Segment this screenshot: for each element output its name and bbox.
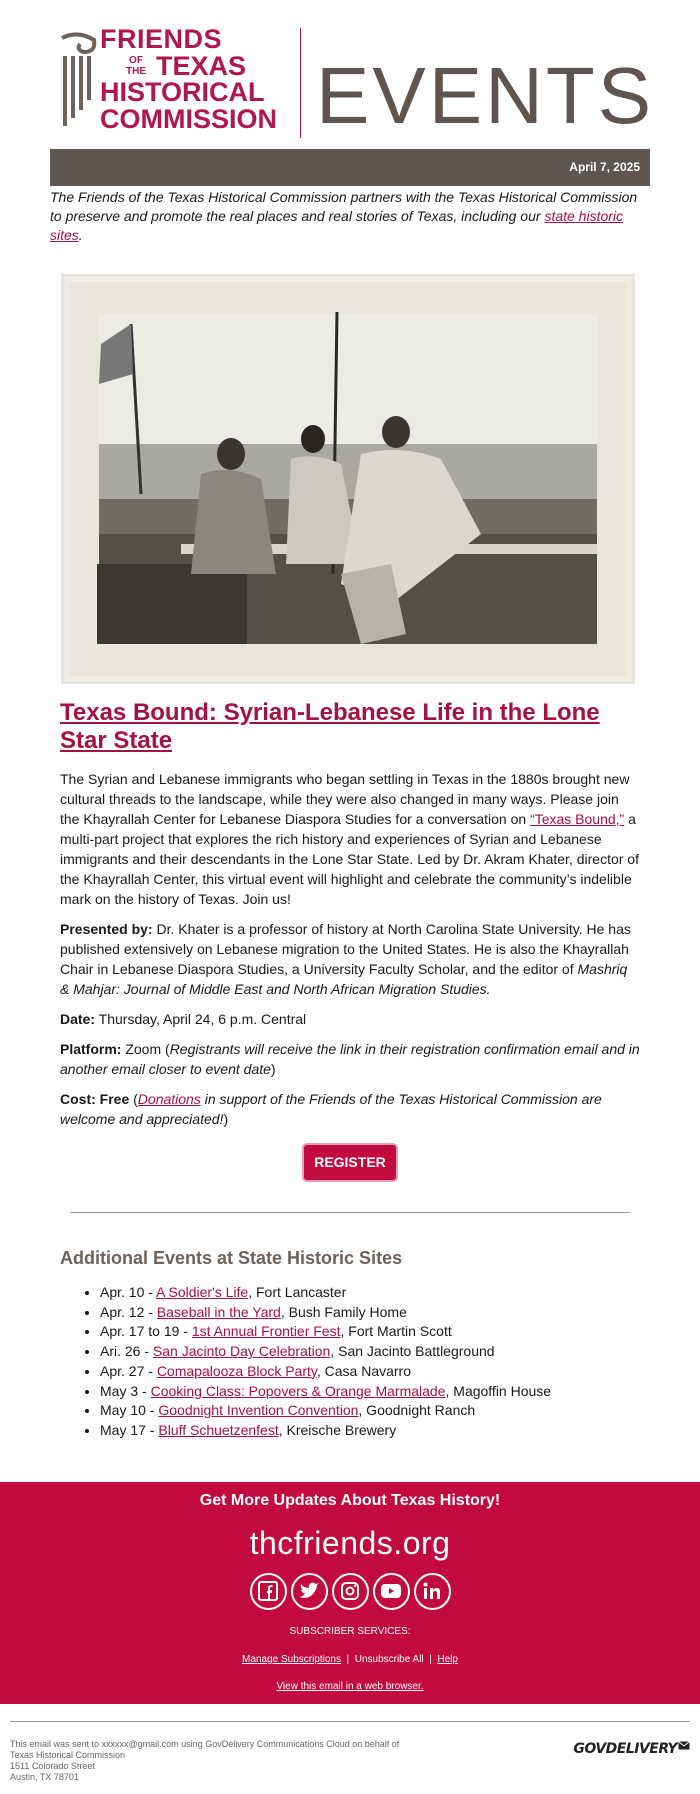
cost-open: ( <box>129 1091 138 1107</box>
feature-title-link[interactable]: Texas Bound: Syrian-Lebanese Life in the Lone Star State <box>60 699 600 754</box>
logo-of-the: OF THE <box>126 55 146 77</box>
logo-line-commission: COMMISSION <box>100 104 278 134</box>
view-in-browser-link[interactable]: View this email in a web browser. <box>276 1680 424 1692</box>
column-swirl-icon <box>58 30 98 140</box>
additional-events-heading: Additional Events at State Historic Sites <box>60 1248 403 1268</box>
event-date: Apr. 10 - <box>100 1284 157 1300</box>
link-separator: | <box>341 1653 355 1665</box>
email-header <box>50 0 655 142</box>
youtube-icon[interactable] <box>373 1573 410 1610</box>
intro-text <box>50 188 650 245</box>
logo-texas: TEXAS <box>156 51 247 81</box>
event-place: , Fort Lancaster <box>248 1284 347 1300</box>
texas-bound-link[interactable]: “Texas Bound,” <box>530 811 625 827</box>
event-link[interactable]: Bluff Schuetzenfest <box>158 1421 279 1438</box>
additional-events <box>60 1248 640 1441</box>
intro-copy: The Friends of the Texas Historical Commission partners with the Texas Historical Commission to preserve and promote the real places and real stories of Texas, including our <box>50 189 638 224</box>
date-text: Thursday, April 24, 6 p.m. Central <box>95 1011 307 1027</box>
footer-site-link[interactable]: thcfriends.org <box>249 1524 451 1561</box>
manage-subscriptions-link[interactable]: Manage Subscriptions <box>242 1653 341 1665</box>
list-item <box>100 1322 640 1342</box>
friends-thc-logo[interactable] <box>58 26 308 142</box>
cost-note: in support of the Friends of the Texas Historical Commission are welcome and appreciated! <box>60 1091 602 1127</box>
journal-name: Mashriq & Mahjar: Journal of Middle East and North African Migration Studies. <box>60 961 628 997</box>
subscriber-services-label: SUBSCRIBER SERVICES: <box>289 1625 411 1637</box>
register-button[interactable]: REGISTER <box>302 1143 398 1182</box>
list-item <box>100 1342 640 1362</box>
list-item <box>100 1382 640 1402</box>
platform-note: Registrants will receive the link in their registration confirmation email and in another email closer to event date <box>60 1041 640 1077</box>
events-heading: EVENTS <box>316 51 655 140</box>
sent-to-text: This email was sent to xxxxxx@gmail.com using GovDelivery Communications Cloud on behalf of <box>10 1738 400 1749</box>
feature-body-a: The Syrian and Lebanese immigrants who began settling in Texas in the 1880s brought new cultural threads to the landscape, while they were also changed in many ways. Please join the Khayrallah Center for Lebanese Diaspora Studies for a conversation on <box>60 771 630 827</box>
unsubscribe-all-link[interactable]: Unsubscribe All <box>354 1653 424 1665</box>
govdelivery-footer <box>0 1704 700 1794</box>
state-historic-sites-link[interactable]: state historic sites <box>50 208 624 243</box>
feature-photo[interactable] <box>61 274 635 684</box>
event-link[interactable]: Cooking Class: Popovers & Orange Marmalade <box>150 1382 446 1399</box>
event-link[interactable]: A Soldier's Life <box>156 1284 249 1300</box>
subscription-links <box>0 1654 700 1665</box>
event-date <box>60 1009 640 1029</box>
header-divider <box>300 28 301 138</box>
platform-close: ) <box>270 1061 276 1077</box>
cost-close: ) <box>223 1111 229 1127</box>
event-link[interactable]: Comapalooza Block Party <box>156 1362 317 1379</box>
event-place: , Kreische Brewery <box>278 1421 397 1438</box>
feature-title <box>60 699 640 755</box>
presented-label: Presented by: <box>60 921 153 937</box>
social-icons <box>0 1573 700 1610</box>
event-place: , Casa Navarro <box>316 1362 412 1379</box>
event-place: , San Jacinto Battleground <box>330 1343 495 1360</box>
event-link[interactable]: 1st Annual Frontier Fest <box>191 1323 341 1340</box>
event-link[interactable]: Goodnight Invention Convention <box>158 1402 359 1419</box>
help-link[interactable]: Help <box>437 1653 458 1665</box>
list-item <box>100 1362 640 1382</box>
event-place: , Goodnight Ranch <box>358 1402 476 1419</box>
presented-by <box>60 919 640 999</box>
date-bar <box>50 149 650 186</box>
donations-link[interactable]: Donations <box>137 1091 201 1107</box>
facebook-icon[interactable] <box>250 1573 287 1610</box>
issue-date: April 7, 2025 <box>569 160 640 174</box>
linkedin-icon[interactable] <box>414 1573 451 1610</box>
feature-description <box>60 769 640 909</box>
feature-body-b: a multi-part project that explores the rich history and experiences of Syrian and Lebanese immigrants and their descendants in the Lone Star State. Led by Dr. Akram Khater, director of the Khayrallah Center, this virtual event will highlight and celebrate the community’s indelible mark on the history of Texas. Join us! <box>60 811 639 907</box>
event-date: May 10 - <box>100 1402 159 1419</box>
city-state-zip: Austin, TX 78701 <box>10 1771 79 1782</box>
footer <box>0 1482 700 1704</box>
event-place: , Bush Family Home <box>280 1303 407 1320</box>
historic-photo-image <box>61 274 635 684</box>
link-separator: | <box>423 1653 438 1665</box>
footer-cta: Get More Updates About Texas History! <box>199 1491 501 1509</box>
cost-label: Cost: Free <box>60 1091 130 1107</box>
org-name: Texas Historical Commission <box>10 1749 126 1760</box>
intro-tail: . <box>78 227 83 243</box>
platform-text: Zoom ( <box>121 1041 170 1057</box>
platform-label: Platform: <box>60 1041 122 1057</box>
event-date: Apr. 17 to 19 - <box>100 1323 192 1340</box>
sender-info <box>10 1739 470 1783</box>
list-item <box>100 1283 640 1303</box>
footer-divider <box>10 1721 690 1722</box>
event-place: , Fort Martin Scott <box>340 1323 452 1340</box>
event-date: May 3 - <box>100 1382 151 1399</box>
event-platform <box>60 1039 640 1079</box>
instagram-icon[interactable] <box>332 1573 369 1610</box>
logo-line-friends: FRIENDS <box>100 24 223 54</box>
logo-line-historical: HISTORICAL <box>100 77 265 107</box>
event-link[interactable]: Baseball in the Yard <box>156 1303 281 1320</box>
event-date: Apr. 12 - <box>100 1303 157 1320</box>
section-divider <box>70 1212 630 1213</box>
presented-text: Dr. Khater is a professor of history at North Carolina State University. He has published extensively on Lebanese migration to the United States. He is also the Khayrallah Chair in Lebanese Diaspora Studies, a University Faculty Scholar, and the editor of <box>60 921 631 977</box>
twitter-icon[interactable] <box>291 1573 328 1610</box>
event-date: May 17 - <box>100 1421 159 1438</box>
list-item <box>100 1401 640 1421</box>
additional-events-list <box>60 1283 640 1441</box>
govdelivery-logo[interactable] <box>573 1741 690 1757</box>
date-label: Date: <box>60 1011 96 1027</box>
envelope-icon <box>678 1741 690 1750</box>
event-cost <box>60 1089 640 1129</box>
event-link[interactable]: San Jacinto Day Celebration <box>152 1343 331 1360</box>
govdelivery-logo-text: GOVDELIVERY <box>573 1740 677 1757</box>
event-date: Ari. 26 - <box>100 1343 153 1360</box>
street-address: 1511 Colorado Street <box>10 1760 95 1771</box>
event-date: Apr. 27 - <box>100 1362 157 1379</box>
list-item <box>100 1421 640 1441</box>
event-place: , Magoffin House <box>445 1382 552 1399</box>
list-item <box>100 1303 640 1323</box>
